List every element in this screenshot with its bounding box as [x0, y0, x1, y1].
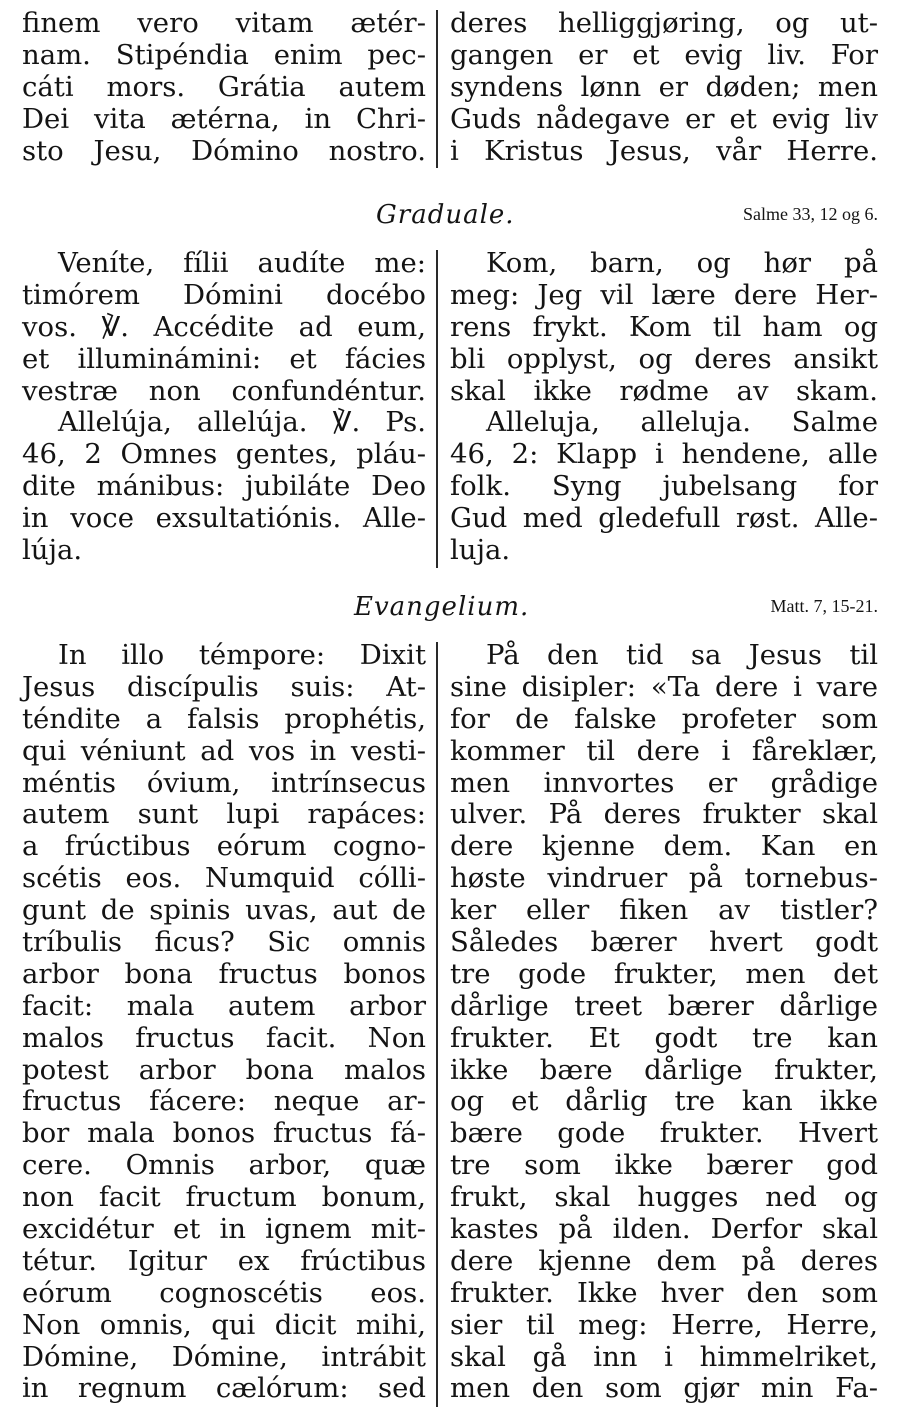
scripture-reference: Salme 33, 12 og 6.	[743, 204, 878, 224]
latin-column	[22, 8, 426, 167]
text-line: dere kjenne dem. Kan en	[450, 830, 878, 863]
text-line: Veníte, fílii audíte me:	[58, 247, 426, 279]
text-line: dite mánibus: jubiláte Deo	[22, 470, 426, 503]
text-line: kastes på ilden. Derfor skal	[450, 1213, 878, 1246]
text-line: Kom, barn, og hør på	[486, 247, 878, 279]
text-line: dårlige treet bærer dårlige	[450, 989, 878, 1022]
text-line: In illo témpore: Dixit	[58, 639, 426, 671]
section-title: Evangelium.	[354, 592, 530, 622]
norwegian-column	[450, 640, 878, 1405]
text-line: tríbulis ficus? Sic omnis	[22, 926, 426, 959]
text-line: arbor bona fructus bonos	[22, 957, 426, 990]
text-line: Gud med gledefull røst. Alle-	[450, 502, 878, 535]
text-line: tétur. Igitur ex frúctibus	[22, 1244, 426, 1277]
text-line: Jesus discípulis suis: At-	[22, 670, 426, 703]
text-line: a frúctibus eórum cogno-	[22, 830, 426, 863]
text-line: potest arbor bona malos	[22, 1053, 426, 1086]
text-line: men innvortes er grådige	[450, 766, 878, 799]
column-divider	[436, 10, 438, 168]
text-line: frukter. Ikke hver den som	[450, 1276, 878, 1309]
section-title: Graduale.	[376, 200, 515, 230]
text-line: autem sunt lupi rapáces:	[22, 798, 426, 831]
text-line: in regnum cælórum: sed	[22, 1372, 426, 1405]
text-line: skal ikke rødme av skam.	[450, 374, 878, 407]
text-line: folk. Syng jubelsang for	[450, 470, 878, 503]
text-line: gunt de spinis uvas, aut de	[22, 894, 426, 927]
latin-column	[22, 248, 426, 567]
text-line: skal gå inn i himmelriket,	[450, 1340, 878, 1373]
text-line: bor mala bonos fructus fá-	[22, 1117, 426, 1150]
text-line: kommer til dere i fåreklær,	[450, 734, 878, 767]
text-line: vestræ non confundéntur.	[22, 374, 426, 407]
epistle-ending	[0, 8, 900, 170]
text-line: og et dårlig tre kan ikke	[450, 1085, 878, 1118]
text-line: timórem Dómini docébo	[22, 278, 426, 311]
text-line: gangen er et evig liv. For	[450, 38, 878, 71]
text-line: 46, 2 Omnes gentes, pláu-	[22, 438, 426, 471]
text-line: vos. ℣. Accédite ad eum,	[22, 310, 426, 343]
text-line: facit: mala autem arbor	[22, 989, 426, 1022]
text-line: for de falske profeter som	[450, 702, 878, 735]
text-line: finem vero vitam ætér-	[22, 7, 426, 39]
text-line: deres helliggjøring, og ut-	[450, 7, 878, 39]
text-line: tre som ikke bærer god	[450, 1149, 878, 1182]
text-line: På den tid sa Jesus til	[486, 639, 878, 671]
text-line: høste vindruer på tornebus-	[450, 862, 878, 895]
text-line: sier til meg: Herre, Herre,	[450, 1308, 878, 1341]
text-line: excidétur et in ignem mit-	[22, 1213, 426, 1246]
text-line: frukt, skal hugges ned og	[450, 1181, 878, 1214]
text-line: Således bærer hvert godt	[450, 926, 878, 959]
text-line: eórum cognoscétis eos.	[22, 1276, 426, 1309]
evangelium-heading	[0, 592, 900, 628]
text-line: Dei vita ætérna, in Chri-	[22, 102, 426, 135]
text-line: luja.	[450, 534, 511, 567]
text-line: lúja.	[22, 534, 83, 567]
graduale-heading	[0, 200, 900, 236]
text-line: et illuminámini: et fácies	[22, 342, 426, 375]
text-line: tre gode frukter, men det	[450, 957, 878, 990]
text-line: Non omnis, qui dicit mihi,	[22, 1308, 426, 1341]
text-line: bli opplyst, og deres ansikt	[450, 342, 878, 375]
text-line: fructus fácere: neque ar-	[22, 1085, 426, 1118]
text-line: cáti mors. Grátia autem	[22, 70, 426, 103]
text-line: in voce exsultatiónis. Alle-	[22, 502, 426, 535]
graduale-section	[0, 248, 900, 570]
text-line: qui véniunt ad vos in vesti-	[22, 734, 426, 767]
text-line: Allelúja, allelúja. ℣. Ps.	[58, 406, 426, 439]
text-line: malos fructus facit. Non	[22, 1021, 426, 1054]
text-line: bære gode frukter. Hvert	[450, 1117, 878, 1150]
text-line: sto Jesu, Dómino nostro.	[22, 134, 426, 167]
text-line: rens frykt. Kom til ham og	[450, 310, 878, 343]
text-line: i Kristus Jesus, vår Herre.	[450, 134, 878, 167]
norwegian-column	[450, 248, 878, 567]
text-line: ikke bære dårlige frukter,	[450, 1053, 878, 1086]
text-line: 46, 2: Klapp i hendene, alle	[450, 438, 878, 471]
text-line: frukter. Et godt tre kan	[450, 1021, 878, 1054]
text-line: sine disipler: «Ta dere i vare	[450, 670, 878, 703]
evangelium-section	[0, 640, 900, 1410]
text-line: nam. Stipéndia enim pec-	[22, 38, 426, 71]
column-divider	[436, 250, 438, 568]
text-line: méntis óvium, intrínsecus	[22, 766, 426, 799]
text-line: Guds nådegave er et evig liv	[450, 102, 878, 135]
text-line: scétis eos. Numquid cólli-	[22, 862, 426, 895]
text-line: ulver. På deres frukter skal	[450, 798, 878, 831]
scripture-reference: Matt. 7, 15-21.	[770, 596, 878, 616]
text-line: téndite a falsis prophétis,	[22, 702, 426, 735]
text-line: men den som gjør min Fa-	[450, 1372, 878, 1405]
norwegian-column	[450, 8, 878, 167]
text-line: cere. Omnis arbor, quæ	[22, 1149, 426, 1182]
text-line: Dómine, Dómine, intrábit	[22, 1340, 426, 1373]
text-line: ker eller fiken av tistler?	[450, 894, 878, 927]
latin-column	[22, 640, 426, 1405]
column-divider	[436, 642, 438, 1407]
text-line: meg: Jeg vil lære dere Her-	[450, 278, 878, 311]
text-line: Alleluja, alleluja. Salme	[486, 406, 878, 439]
text-line: syndens lønn er døden; men	[450, 70, 878, 103]
text-line: non facit fructum bonum,	[22, 1181, 426, 1214]
text-line: dere kjenne dem på deres	[450, 1244, 878, 1277]
